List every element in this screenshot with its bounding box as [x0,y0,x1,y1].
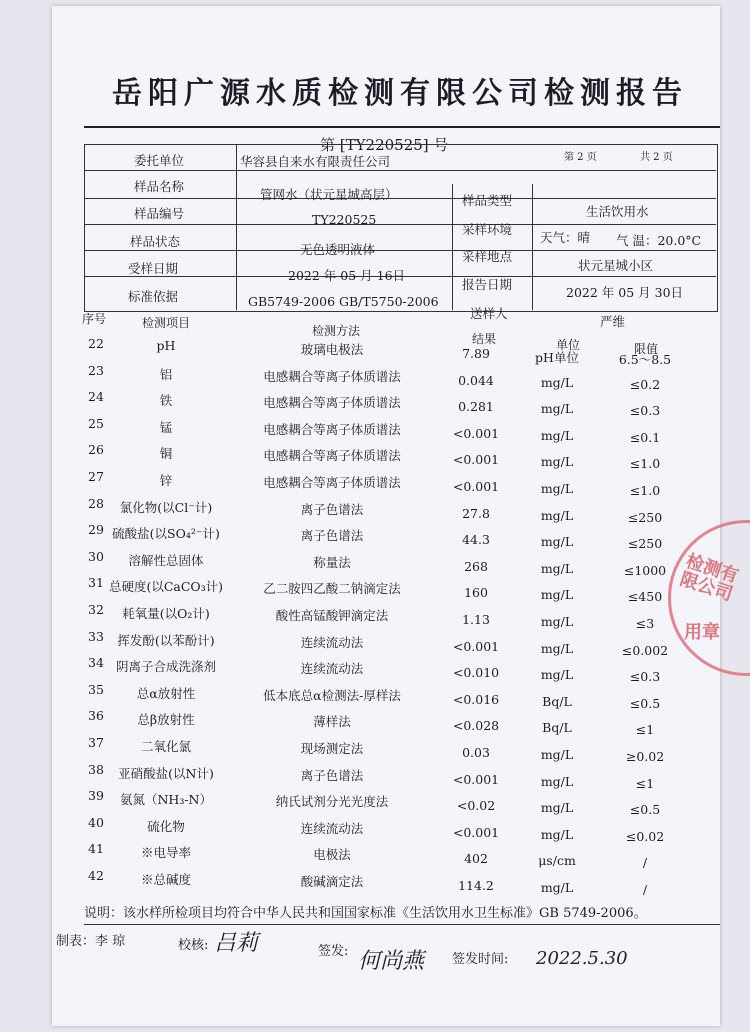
issuer-signature: 何尚燕 [358,949,425,974]
cell-result: <0.001 [452,824,500,840]
title-rule [84,126,720,128]
cell-method: 薄样法 [313,714,351,730]
table-row [0,655,750,685]
cell-result: <0.028 [452,718,500,734]
cell-limit: ≤450 [627,589,663,605]
cell-no: 34 [88,655,104,671]
cell-method: 连续流动法 [300,820,364,836]
cell-result: 0.03 [462,745,490,760]
cell-unit: mg/L [540,747,574,762]
table-row [0,522,750,552]
cell-no: 28 [88,495,104,511]
cell-unit: mg/L [540,880,574,895]
cell-item: 阴离子合成洗涤剂 [115,659,216,675]
cell-result: 7.89 [462,346,490,361]
cell-result: <0.001 [452,638,500,654]
cell-method: 酸性高锰酸钾滴定法 [275,608,389,623]
cell-result: 1.13 [462,612,490,627]
table-row [0,761,750,791]
cell-no: 26 [88,442,104,458]
cell-unit: Bq/L [542,720,572,736]
cell-method: 离子色谱法 [300,501,364,517]
cell-result: <0.016 [452,691,500,707]
cell-method: 离子色谱法 [300,528,364,544]
cell-unit: mg/L [540,826,574,842]
cell-method: 连续流动法 [300,634,364,650]
grid-line [84,224,716,225]
cell-result: <0.010 [452,665,500,681]
cell-no: 36 [88,708,104,724]
cell-result: 268 [464,558,488,574]
cell-item: 溶解性总固体 [128,552,204,568]
table-row [0,814,750,844]
seal-text-2: 用章 [684,622,720,643]
code-value: TY220525 [312,212,377,227]
cell-limit: ≤1.0 [629,483,661,498]
table-row [0,681,750,711]
cell-no: 25 [88,415,104,431]
cell-method: 低本底总α检测法-厚样法 [263,687,401,703]
footer-rule [84,924,720,925]
name-label: 样品名称 [134,179,185,194]
cell-item: 二氧化氯 [140,739,191,754]
grid-line [84,170,716,171]
cell-no: 27 [88,469,104,484]
cell-method: 酸碱滴定法 [300,874,364,889]
report-title: 岳阳广源水质检测有限公司检测报告 [112,76,688,111]
cell-no: 42 [88,868,104,883]
place-value: 状元星城小区 [578,258,654,273]
col-no: 序号 [82,312,107,326]
table-row [0,415,750,445]
cell-limit: ≤0.5 [629,695,661,711]
cell-item: ※总碱度 [140,872,191,887]
table-row [0,469,750,498]
name-value: 管网水（状元星城高层） [260,187,398,202]
cell-item: 铝 [159,366,173,382]
cell-method: 乙二胺四乙酸二钠滴定法 [263,581,401,597]
cell-unit: mg/L [540,427,574,443]
cell-item: 耗氧量(以O₂计) [122,606,210,621]
cell-method: 电感耦合等离子体质谱法 [263,421,401,437]
type-value: 生活饮用水 [586,204,649,219]
cell-item: 氨氮（NH₃-N） [119,792,212,808]
cell-limit: ≤250 [627,536,663,552]
table-row [0,868,750,897]
cell-unit: mg/L [540,374,574,390]
cell-result: 0.044 [458,372,494,388]
issue-time-label: 签发时间: [452,952,509,967]
cell-unit: mg/L [540,454,574,470]
cell-limit: ≤1000 [623,562,667,578]
cell-result: 402 [464,851,488,867]
cell-method: 电极法 [313,847,351,863]
table-row [0,336,750,367]
table-row [0,362,750,392]
cell-item: 亚硝酸盐(以N计) [118,765,214,781]
cell-unit: mg/L [540,640,574,656]
table-row [0,495,750,525]
cell-no: 32 [88,602,104,617]
std-value: GB5749-2006 GB/T5750-2006 [248,294,439,309]
cell-limit: / [642,882,648,897]
cell-limit: ≤0.1 [629,429,661,445]
table-row [0,841,750,871]
recv-label: 受样日期 [128,261,179,276]
cell-unit: mg/L [540,481,574,496]
cell-limit: ≤0.3 [629,669,661,685]
cell-method: 玻璃电极法 [300,342,364,357]
cell-unit: Bq/L [542,693,572,709]
cell-limit: ≤0.002 [621,642,669,658]
code-label: 样品编号 [134,206,185,221]
cell-no: 33 [88,628,104,644]
cell-result: <0.001 [452,771,500,787]
cell-limit: ≤1 [635,722,655,738]
cell-result: 27.8 [462,505,490,521]
env-weather: 天气：晴 [540,230,591,245]
cell-item: 铁 [159,393,173,409]
cell-no: 39 [88,788,104,804]
table-row [0,735,750,764]
table-row [0,442,750,472]
page-current: 第 2 页 [564,152,597,163]
env-temp: 气 温：20.0°C [616,233,702,248]
cell-item: 总硬度(以CaCO₃计) [108,579,224,595]
cell-item: 铜 [159,446,173,462]
page-total: 共 2 页 [640,152,673,163]
cell-unit: mg/L [540,800,574,816]
sender-label: 送样人 [470,306,508,321]
col-method: 检测方法 [312,324,361,338]
table-row [0,788,750,818]
cell-method: 电感耦合等离子体质谱法 [263,368,401,384]
col-result: 结果 [472,332,497,346]
cell-result: 114.2 [458,878,494,893]
cell-limit: ≤0.5 [629,802,661,818]
col-unit: 单位 [556,338,581,352]
cell-limit: ≤0.2 [629,376,661,392]
cell-limit: ≤250 [627,509,663,525]
cell-result: 44.3 [462,532,490,548]
cell-no: 24 [88,389,104,405]
table-row [0,708,750,738]
cell-method: 纳氏试剂分光光度法 [275,794,389,810]
cell-result: <0.02 [456,798,496,814]
col-limit: 限值 [634,342,659,356]
cell-item: pH [156,338,176,353]
cell-method: 离子色谱法 [300,767,364,783]
cell-no: 38 [88,761,104,777]
cell-unit: mg/L [540,587,574,603]
cell-result: 0.281 [458,399,494,415]
cell-limit: 6.5～8.5 [618,352,672,367]
cell-item: 挥发酚(以苯酚计) [117,632,215,648]
cell-method: 连续流动法 [300,661,364,677]
cell-no: 35 [88,681,104,697]
cell-unit: mg/L [540,773,574,789]
std-label: 标准依据 [128,289,179,304]
grid-vline [532,184,533,310]
env-label: 采样环境 [462,222,513,237]
cell-limit: / [642,855,648,871]
client-value: 华容县自来水有限责任公司 [240,154,391,169]
grid-vline [452,184,453,310]
cell-no: 31 [88,575,104,591]
cell-result: 160 [464,585,488,601]
cell-item: 硫酸盐(以SO₄²⁻计) [112,526,220,542]
conclusion-note: 说明：该水样所检项目均符合中华人民共和国国家标准《生活饮用水卫生标准》GB 5749-2006。 [84,906,647,921]
grid-line [84,198,716,199]
state-label: 样品状态 [130,234,181,249]
cell-method: 电感耦合等离子体质谱法 [263,395,401,411]
cell-no: 30 [88,548,104,564]
cell-item: 硫化物 [147,818,185,834]
sender-value: 严维 [600,314,626,329]
issuer-label: 签发: [318,944,349,959]
cell-limit: ≤0.02 [625,828,665,844]
cell-limit: ≤0.3 [629,403,661,419]
cell-unit: pH单位 [535,350,579,365]
state-value: 无色透明液体 [300,242,376,257]
rdate-label: 报告日期 [462,277,513,292]
cell-method: 现场测定法 [300,741,364,756]
cell-unit: mg/L [540,401,574,417]
checker-label: 校核: [178,938,209,953]
recv-value: 2022 年 05 月 16日 [288,268,406,283]
report-number: 第 [TY220525] 号 [320,136,449,154]
table-row [0,389,750,419]
cell-no: 29 [88,522,104,538]
rdate-value: 2022 年 05 月 30日 [566,285,684,300]
place-label: 采样地点 [462,249,513,264]
cell-item: 氯化物(以Cl⁻计) [119,499,213,515]
cell-item: 锌 [159,473,173,488]
cell-unit: mg/L [540,560,574,576]
cell-unit: mg/L [540,534,574,550]
cell-item: 锰 [159,419,173,435]
grid-line [84,250,716,251]
type-label: 样品类型 [462,193,513,208]
grid-vline [236,144,237,310]
cell-no: 23 [88,362,104,378]
cell-limit: ≤3 [635,616,655,631]
cell-result: <0.001 [452,479,500,494]
cell-method: 电感耦合等离子体质谱法 [263,448,401,464]
cell-result: <0.001 [452,425,500,441]
cell-limit: ≤1.0 [629,456,661,472]
cell-item: ※电导率 [140,845,191,861]
cell-no: 22 [88,336,104,351]
client-label: 委托单位 [134,153,185,168]
checker-signature: 吕莉 [214,931,259,956]
issue-time: 2022.5.30 [536,948,628,969]
cell-unit: mg/L [540,507,574,523]
cell-no: 41 [88,841,104,857]
cell-limit: ≥0.02 [625,749,665,764]
cell-unit: mg/L [540,667,574,683]
cell-limit: ≤1 [635,775,655,791]
cell-item: 总α放射性 [136,685,196,701]
cell-method: 称量法 [313,554,351,570]
editor: 制表：李 琼 [56,934,126,949]
cell-result: <0.001 [452,452,500,468]
cell-item: 总β放射性 [137,712,195,728]
cell-unit: μs/cm [538,853,576,869]
col-item: 检测项目 [142,316,191,330]
table-row [0,602,750,631]
cell-method: 电感耦合等离子体质谱法 [263,475,401,490]
table-row [0,628,750,658]
seal-text-1: 检测有限公司 [677,550,742,606]
cell-no: 37 [88,735,104,750]
cell-no: 40 [88,814,104,830]
cell-unit: mg/L [540,614,574,629]
